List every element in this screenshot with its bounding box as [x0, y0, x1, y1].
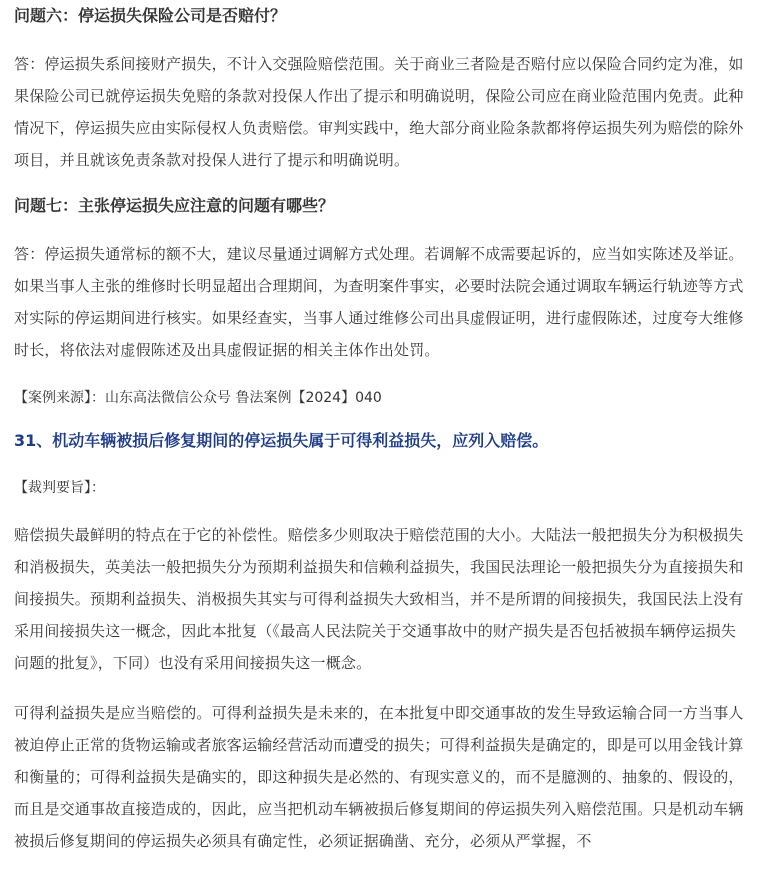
case-31-paragraph-1: 赔偿损失最鲜明的特点在于它的补偿性。赔偿多少则取决于赔偿范围的大小。大陆法一般把损失分为积极损失和消极损失，英美法一般把损失分为预期利益损失和信赖利益损失，我国民法理论一般把损失分为直接损失和间接损失。预期利益损失、消极损失其实与可得利益损失大致相当，并不是所谓的间接损失，我国民法上没有采用间接损失这一概念，因此本批复（《最高人民法院关于交通事故中的财产损失是否包括被损车辆停运损失问题的批复》，下同）也没有采用间接损失这一概念。	[14, 526, 744, 672]
article-body	[0, 4, 766, 857]
case-source: 【案例来源】：山东高法微信公众号 鲁法案例【2024】040	[14, 390, 382, 406]
question-7-title: 问题七：主张停运损失应注意的问题有哪些？	[14, 196, 335, 215]
question-6-title: 问题六：停运损失保险公司是否赔付？	[14, 6, 287, 25]
question-7-answer: 答：停运损失通常标的额不大，建议尽量通过调解方式处理。若调解不成需要起诉的，应当如实陈述及举证。如果当事人主张的维修时长明显超出合理期间，为查明案件事实，必要时法院会通过调取车辆运行轨迹等方式对实际的停运期间进行核实。如果经查实，当事人通过维修公司出具虚假证明，进行虚假陈述，过度夸大维修时长，将依法对虚假陈述及出具虚假证据的相关主体作出处罚。	[14, 245, 744, 359]
case-31-gist-label: 【裁判要旨】：	[14, 480, 105, 496]
case-31-title: 31、机动车辆被损后修复期间的停运损失属于可得利益损失，应列入赔偿。	[14, 431, 549, 450]
case-31-paragraph-2: 可得利益损失是应当赔偿的。可得利益损失是未来的，在本批复中即交通事故的发生导致运输合同一方当事人被迫停止正常的货物运输或者旅客运输经营活动而遭受的损失；可得利益损失是确定的，即是可以用金钱计算和衡量的；可得利益损失是确实的，即这种损失是必然的、有现实意义的，而不是臆测的、抽象的、假设的，而且是交通事故直接造成的，因此，应当把机动车辆被损后修复期间的停运损失列入赔偿范围。只是机动车辆被损后修复期间的停运损失必须具有确定性，必须证据确凿、充分，必须从严掌握，不	[14, 704, 744, 850]
question-6-answer: 答：停运损失系间接财产损失，不计入交强险赔偿范围。关于商业三者险是否赔付应以保险合同约定为准，如果保险公司已就停运损失免赔的条款对投保人作出了提示和明确说明，保险公司应在商业险范围内免责。此种情况下，停运损失应由实际侵权人负责赔偿。审判实践中，绝大部分商业险条款都将停运损失列为赔偿的除外项目，并且就该免责条款对投保人进行了提示和明确说明。	[14, 55, 744, 169]
